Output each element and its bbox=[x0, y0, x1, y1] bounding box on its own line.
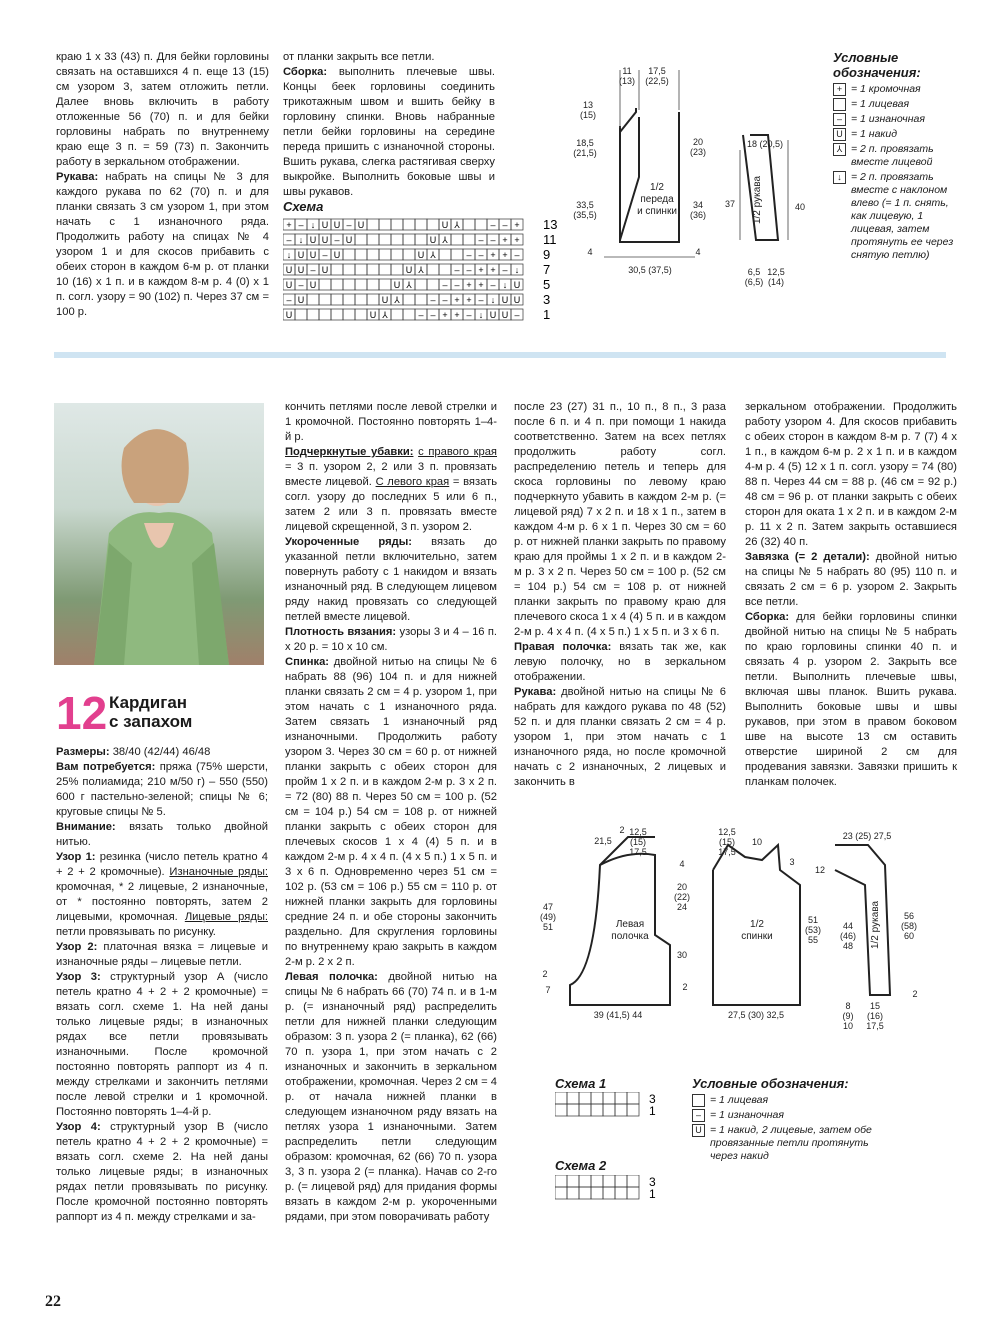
tie-label: Завязка (= 2 детали): bbox=[745, 551, 870, 563]
svg-text:–: – bbox=[298, 220, 304, 230]
article-column-2: кончить петлями после левой стрелки и 1 кромочной. Постоянно повторять 1–4-й р. Подчеркнутые убавки: с правого края = 3 п. узором 2, 2 или 3 п. провязать вместе лицевой. С левого края = вязать согл. узору до последних 5 или 6 п., затем 2 или 3 п. провязать вместе лицевой скрещенной, 3 п. узором 2. Укороченные ряды: вязать до указанной петли включительно, затем повернуть работу с 1 накидом и вязать изнаночный ряд. В следующем лицевом ряду накид провязать со следующей петлей вместе лицевой. Плотность вязания: узоры 3 и 4 – 16 п. х 20 р. = 10 х 10 см. Спинка: двойной нитью на спицы № 6 набрать 88 (96) 104 п. и для нижней планки связать 2 см = 4 р. узором 1, при этом начать с 1 изнаночного ряда. Затем связать 1 изнаночный ряд изнаночными. Продолжить работу узором 3. Через 30 см = 60 р. от нижней планки закрыть с обеих сторон для пройм 1 х 2 п. и в каждом 2-м р. 3 х 2 п. = 72 (80) 88 п. Через 50 см = 100 р. (52 см = 104 р.) 54 см = 108 р. от нижней планки закрыть с обеих сторон для плечевых скосов 1 х 4 (4) 5 п. и в каждом 2-м р. 4 х 4 п. (4 х 5 п.) 1 х 5 п. и 3 х 6 п. Одновременно через 51 см = 102 р. (53 см = 106 р.) 55 см = 110 р. от нижней планки закрыть для горловины средние 24 п. и обе стороны закончить раздельно. Для скругления горловины по внутреннему краю закрыть в каждом 2-м р. 2 х 2 п. Левая полочка: двойной нитью на спицы № 6 набрать 66 (70) 74 п. и в 1-м р. (= изнаночный ряд) распределить петли для нижней планки следующим образом: 3 п. узора 2 (= планка), 62 (66) 70 п. узора 1, при этом начать с 2 изнаночных и закончить в зеркальном отображении, кромочная. Через 2 см = 4 р. от начала нижней планки в следующем изнаночном ряду вязать на петлях узора 1 изнаночными. Затем распределить петли следующим образом: кромочная, 62 (66) 70 п. узора 3, 3 п. узора 2 (= планка). Начав со 2-го р. (= лицевой ряд) для придания формы вязать в каждом 2-м р. укороченными рядами, при этом поворачивать работу bbox=[285, 401, 498, 1223]
svg-text:⅄: ⅄ bbox=[382, 310, 388, 320]
dim: 37 bbox=[724, 199, 736, 209]
legend-text: = 1 лицевая bbox=[710, 1094, 769, 1106]
svg-text:–: – bbox=[454, 265, 460, 275]
schema-heading: Схема bbox=[283, 199, 324, 214]
svg-text:–: – bbox=[418, 310, 424, 320]
svg-text:39 (41,5) 44: 39 (41,5) 44 bbox=[593, 1010, 643, 1020]
density-label: Плотность вязания: bbox=[285, 626, 397, 638]
legend-symbol-icon: ↓ bbox=[833, 171, 846, 184]
dim: 40 bbox=[794, 202, 806, 212]
pattern4-label: Узор 4: bbox=[56, 1121, 101, 1133]
svg-text:–: – bbox=[322, 250, 328, 260]
svg-text:(22): (22) bbox=[673, 892, 691, 902]
legend-item bbox=[833, 171, 958, 262]
svg-text:+: + bbox=[466, 280, 472, 290]
svg-text:3: 3 bbox=[789, 857, 795, 867]
svg-text:U: U bbox=[513, 295, 521, 305]
front-label: переда bbox=[640, 194, 674, 205]
pattern3-label: Узор 3: bbox=[56, 971, 101, 983]
back-label: Спинка: bbox=[285, 656, 330, 668]
svg-text:7: 7 bbox=[545, 985, 551, 995]
svg-text:U: U bbox=[309, 235, 317, 245]
svg-text:(15): (15) bbox=[629, 837, 647, 847]
svg-text:–: – bbox=[466, 250, 472, 260]
svg-text:–: – bbox=[466, 310, 472, 320]
svg-text:U: U bbox=[357, 220, 365, 230]
svg-text:–: – bbox=[514, 250, 520, 260]
legend-item bbox=[833, 143, 958, 169]
article-title-block bbox=[56, 687, 193, 739]
svg-text:+: + bbox=[478, 280, 484, 290]
svg-text:U: U bbox=[321, 265, 329, 275]
legend-text: = 1 лицевая bbox=[851, 98, 910, 110]
svg-text:51: 51 bbox=[542, 922, 554, 932]
schema2-title: Схема 2 bbox=[555, 1158, 607, 1173]
svg-text:U: U bbox=[321, 220, 329, 230]
row-number: 1 bbox=[649, 1187, 656, 1201]
svg-text:↓: ↓ bbox=[298, 235, 304, 245]
row-number: 5 bbox=[543, 277, 551, 292]
schema1-title: Схема 1 bbox=[555, 1076, 607, 1091]
svg-text:2: 2 bbox=[542, 969, 548, 979]
row-number: 1 bbox=[543, 307, 551, 322]
need: пряжа (75% шерсти, 25% полиамида; 210 м/50 г) – 550 (550) 600 г пастельно-зеленой; спицы № 6; круговые спицы № 5. bbox=[56, 761, 269, 818]
svg-text:+: + bbox=[502, 235, 508, 245]
svg-text:12,5: 12,5 bbox=[718, 827, 736, 837]
svg-text:+: + bbox=[514, 220, 520, 230]
svg-text:–: – bbox=[478, 235, 484, 245]
bottom-legend bbox=[692, 1076, 892, 1165]
svg-text:U: U bbox=[285, 280, 293, 290]
row-number: 1 bbox=[649, 1104, 656, 1118]
svg-text:2: 2 bbox=[619, 825, 625, 835]
back-piece-label: спинки bbox=[741, 931, 773, 942]
svg-text:–: – bbox=[286, 295, 292, 305]
svg-text:–: – bbox=[490, 220, 496, 230]
legend-text: = 1 накид, 2 лицевые, затем обе провязанные петли протянуть через накид bbox=[710, 1124, 872, 1162]
pattern1-label: Узор 1: bbox=[56, 851, 96, 863]
legend-symbol-icon bbox=[692, 1094, 705, 1107]
svg-text:U: U bbox=[297, 250, 305, 260]
legend-text: = 1 изнаночная bbox=[851, 113, 925, 125]
svg-text:(58): (58) bbox=[900, 921, 918, 931]
svg-text:24: 24 bbox=[676, 902, 688, 912]
dim: 6,5 bbox=[747, 267, 761, 277]
svg-text:U: U bbox=[381, 295, 389, 305]
legend-item bbox=[833, 98, 958, 111]
short-rows-label: Укороченные ряды: bbox=[285, 536, 412, 548]
svg-text:20: 20 bbox=[676, 882, 688, 892]
assembly-text: выполнить плечевые швы. Концы беек горловины соединить трикотажным швом и вшить бейку в горловину спинки. Вновь набранные петли бейки горловины на середине переда пришить с изнаночной стороны. Вшить рукава, слегка растягивая сверху выкройке. Выполнить боковые швы и швы рукавов. bbox=[283, 66, 495, 198]
svg-text:2: 2 bbox=[682, 982, 688, 992]
svg-text:47: 47 bbox=[542, 902, 554, 912]
dim: 30,5 (37,5) bbox=[628, 265, 672, 275]
svg-text:↓: ↓ bbox=[514, 265, 520, 275]
schema1-grid bbox=[555, 1092, 665, 1132]
legend-item bbox=[692, 1094, 892, 1107]
svg-text:↓: ↓ bbox=[310, 220, 316, 230]
svg-text:⅄: ⅄ bbox=[442, 235, 448, 245]
legend2-title: Условные обозначения: bbox=[692, 1076, 849, 1091]
svg-text:44: 44 bbox=[842, 921, 854, 931]
legend-text: = 1 кромочная bbox=[851, 83, 921, 95]
top-col1-text: краю 1 х 33 (43) п. Для бейки горловины связать на оставшихся 4 п. еще 13 (15) см узором 3, затем отложить петли. Далее вновь включить в работу отложенные 56 (70) п. и для бейки горловины набрать по внутреннему краю еще 3 п. = 59 (73) п. Закончить работу в зеркальном отображении. bbox=[56, 51, 269, 168]
need-label: Вам потребуется: bbox=[56, 761, 156, 773]
row-number: 11 bbox=[543, 232, 557, 247]
legend-item bbox=[833, 83, 958, 96]
svg-text:(15): (15) bbox=[718, 837, 736, 847]
left-front-piece-label: полочка bbox=[611, 931, 649, 942]
article-title: Кардиган с запахом bbox=[109, 693, 193, 731]
svg-text:23 (25) 27,5: 23 (25) 27,5 bbox=[842, 831, 892, 841]
svg-text:(9): (9) bbox=[842, 1011, 854, 1021]
svg-text:–: – bbox=[514, 310, 520, 320]
sleeve-piece-label: 1/2 рукава bbox=[870, 900, 881, 950]
sleeves-label: Рукава: bbox=[514, 686, 557, 698]
article-column-1: Размеры: 38/40 (42/44) 46/48 Вам потребуется: пряжа (75% шерсти, 25% полиамида; 210 м/50 г) – 550 (550) 600 г пастельно-зеленой; спицы № 6; круговые спицы № 5. Внимание: вязать только двойной нитью. Узор 1: резинка (число петель кратно 4 + 2 + 2 кромочные). Изнаночные ряды: кромочная, * 2 лицевые, 2 изнаночные, от * постоянно повторять, затем 2 лицевыми, кромочная. Лицевые ряды: петли провязывать по рисунку. Узор 2: платочная вязка = лицевые и изнаночные ряды – лицевые петли. Узор 3: структурный узор А (число петель кратно 4 + 2 + 2 кромочные) = вязать согл. схеме 1. На ней даны только лицевые ряды; в изнаночных рядах все петли провязывать изнаночными. После кромочной постоянно повторять раппорт из 4 п. между стрелками и закончить петлями после левой стрелки и 1 кромочной. Постоянно повторять 1–4-й р. Узор 4: структурный узор В (число петель кратно 4 + 2 + 2 кромочные) = вязать согл. схеме 2. На ней даны только лицевые ряды; в изнаночных рядах петли провязывать по рисунку. После кромочной постоянно повторять раппорт из 4 п. между стрелками и за- bbox=[56, 746, 269, 1223]
svg-text:⅄: ⅄ bbox=[406, 280, 412, 290]
row-number: 9 bbox=[543, 247, 551, 262]
svg-text:60: 60 bbox=[903, 931, 915, 941]
dim: 18,5 bbox=[576, 138, 594, 148]
dim: 20 bbox=[692, 137, 704, 147]
svg-text:2: 2 bbox=[912, 989, 918, 999]
dim: (36) bbox=[689, 210, 707, 220]
dim: (21,5) bbox=[573, 148, 597, 158]
dim: (6,5) bbox=[744, 277, 764, 287]
svg-text:U: U bbox=[285, 310, 293, 320]
legend-text: = 2 п. провязать вместе с наклоном влево (= 1 п. снять, как лицевую, 1 лицевая, затем протянуть ее через снятую петлю) bbox=[851, 171, 954, 261]
svg-text:21,5: 21,5 bbox=[594, 836, 612, 846]
legend-symbol-icon bbox=[833, 98, 846, 111]
sleeve-label: 1/2 рукава bbox=[752, 175, 763, 225]
svg-text:–: – bbox=[478, 295, 484, 305]
svg-text:U: U bbox=[513, 280, 521, 290]
svg-text:U: U bbox=[417, 250, 425, 260]
svg-text:U: U bbox=[501, 310, 509, 320]
svg-text:↓: ↓ bbox=[502, 280, 508, 290]
dim: (15) bbox=[579, 110, 597, 120]
svg-text:U: U bbox=[333, 250, 341, 260]
svg-text:(16): (16) bbox=[866, 1011, 884, 1021]
svg-text:12: 12 bbox=[814, 865, 826, 875]
schema2-grid bbox=[555, 1175, 665, 1215]
svg-text:56: 56 bbox=[903, 911, 915, 921]
article-number: 12 bbox=[56, 687, 108, 739]
svg-text:U: U bbox=[321, 235, 329, 245]
svg-text:U: U bbox=[345, 235, 353, 245]
dim: 11 bbox=[622, 66, 632, 76]
svg-text:51: 51 bbox=[807, 915, 819, 925]
left-front-label: Левая полочка: bbox=[285, 971, 378, 983]
svg-text:12,5: 12,5 bbox=[629, 827, 647, 837]
svg-text:(49): (49) bbox=[539, 912, 557, 922]
svg-text:U: U bbox=[285, 265, 293, 275]
svg-text:–: – bbox=[442, 280, 448, 290]
top-column-2 bbox=[283, 50, 495, 200]
row-number: 3 bbox=[543, 292, 551, 307]
svg-text:10: 10 bbox=[751, 837, 763, 847]
svg-text:17,5: 17,5 bbox=[866, 1021, 884, 1031]
svg-text:55: 55 bbox=[807, 935, 819, 945]
svg-text:+: + bbox=[514, 235, 520, 245]
svg-text:27,5 (30) 32,5: 27,5 (30) 32,5 bbox=[727, 1010, 785, 1020]
dim: 4 bbox=[695, 247, 701, 257]
row-number: 13 bbox=[543, 217, 558, 232]
svg-text:U: U bbox=[309, 250, 317, 260]
svg-text:+: + bbox=[454, 295, 460, 305]
legend-item bbox=[692, 1124, 892, 1163]
svg-text:15: 15 bbox=[869, 1001, 881, 1011]
svg-text:–: – bbox=[430, 295, 436, 305]
top-pattern-diagram bbox=[560, 50, 830, 300]
svg-text:+: + bbox=[454, 310, 460, 320]
top-col2-first: от планки закрыть все петли. bbox=[283, 51, 435, 63]
legend-title: Условные обозначения: bbox=[833, 50, 921, 80]
svg-text:10: 10 bbox=[842, 1021, 854, 1031]
decrease-label: Подчеркнутые убавки: bbox=[285, 446, 414, 458]
svg-text:–: – bbox=[502, 220, 508, 230]
svg-text:(53): (53) bbox=[804, 925, 822, 935]
svg-text:⅄: ⅄ bbox=[454, 220, 460, 230]
legend-symbol-icon: – bbox=[833, 113, 846, 126]
svg-text:U: U bbox=[309, 280, 317, 290]
svg-text:U: U bbox=[441, 220, 449, 230]
svg-text:+: + bbox=[466, 295, 472, 305]
legend-symbol-icon: + bbox=[833, 83, 846, 96]
svg-text:–: – bbox=[442, 295, 448, 305]
assembly2-label: Сборка: bbox=[745, 611, 790, 623]
svg-text:–: – bbox=[430, 310, 436, 320]
cardigan-photo bbox=[54, 403, 264, 665]
legend-symbol-icon: – bbox=[692, 1109, 705, 1122]
dim: 13 bbox=[582, 100, 594, 110]
dim: (14) bbox=[767, 277, 785, 287]
svg-text:U: U bbox=[393, 280, 401, 290]
svg-text:⅄: ⅄ bbox=[418, 265, 424, 275]
svg-text:U: U bbox=[333, 220, 341, 230]
right-front-label: Правая полочка: bbox=[514, 641, 612, 653]
dim: 33,5 bbox=[576, 200, 594, 210]
back-piece-label: 1/2 bbox=[750, 919, 764, 930]
svg-text:↓: ↓ bbox=[286, 250, 292, 260]
svg-text:U: U bbox=[297, 295, 305, 305]
svg-text:↓: ↓ bbox=[478, 310, 484, 320]
section-divider bbox=[54, 352, 946, 358]
assembly-heading: Сборка: bbox=[283, 66, 328, 78]
dim: (22,5) bbox=[645, 76, 669, 86]
svg-text:–: – bbox=[346, 220, 352, 230]
attention-label: Внимание: bbox=[56, 821, 116, 833]
svg-text:⅄: ⅄ bbox=[394, 295, 400, 305]
page-number: 22 bbox=[45, 1293, 61, 1310]
svg-text:U: U bbox=[369, 310, 377, 320]
dim: (35,5) bbox=[573, 210, 597, 220]
legend-text: = 1 накид bbox=[851, 128, 898, 140]
front-label: и спинки bbox=[637, 206, 677, 217]
row-number: 3 bbox=[649, 1092, 656, 1106]
svg-text:+: + bbox=[442, 310, 448, 320]
dim: 17,5 bbox=[648, 66, 666, 76]
svg-text:–: – bbox=[298, 280, 304, 290]
svg-text:U: U bbox=[429, 235, 437, 245]
svg-text:17,5: 17,5 bbox=[629, 847, 647, 857]
left-front-piece-label: Левая bbox=[615, 919, 645, 930]
dim: 18 (20,5) bbox=[746, 139, 784, 149]
svg-text:+: + bbox=[502, 250, 508, 260]
svg-text:(46): (46) bbox=[839, 931, 857, 941]
svg-text:–: – bbox=[478, 250, 484, 260]
svg-text:30: 30 bbox=[676, 950, 688, 960]
legend-text: = 1 изнаночная bbox=[710, 1109, 784, 1121]
row-number: 3 bbox=[649, 1175, 656, 1189]
svg-text:–: – bbox=[286, 235, 292, 245]
top-column-1 bbox=[56, 50, 269, 320]
article-column-4: зеркальном отображении. Продолжить работу узором 4. Для скосов прибавить с обеих сторон в каждом 8-м р. 7 (7) 4 х 1 п., в каждом 6-м р. 2 х 1 п. и в каждом 4-м р. 4 (5) 12 х 1 п. согл. узору = 74 (80) 88 п. Через 44 см = 88 р. (46 см = 92 р.) 48 см = 96 р. от планки закрыть с обеих сторон для оката 1 х 2 п. и в каждом 2-м р. 11 х 2 п. Затем закрыть оставшиеся 26 (32) 40 п. Завязка (= 2 детали): двойной нитью на спицы № 5 набрать 80 (95) 110 п. и связать 2 см = 6 р. узором 2. Закрыть все петли. Сборка: для бейки горловины спинки двойной нитью на спицы № 5 набрать по краю горловины спинки 40 п. и связать 4 р. узором 2. Закрыть все петли. Выполнить плечевые швы, включая швы планок. Вшить рукава. Выполнить боковые швы и швы рукавов, при этом в правом боковом шве на высоте 13 см оставить отверстие шириной 2 см для продевания завязки. Завязки пришить к планкам полочек. bbox=[745, 401, 958, 788]
svg-text:–: – bbox=[310, 265, 316, 275]
svg-text:⅄: ⅄ bbox=[430, 250, 436, 260]
article-column-3: после 23 (27) 31 п., 10 п., 8 п., 3 раза после 6 п. и 4 п. при помощи 1 накида соответственно. Затем на всех петлях продолжить работу согл. распределению петель и теперь для скоса горловины по левому краю подчеркнуто убавить в каждом 2-м р. (= лицевой ряд) 7 х 2 п. и 18 х 1 п., затем в каждом 4-м р. 6 х 1 п. Через 30 см = 60 р. от нижней планки закрыть по правому краю для проймы 1 х 2 п. и в каждом 2-м р. 3 х 2 п. Через 50 см = 100 р. (52 см = 104 р.) 54 см = 108 р. от нижней планки закрыть по правому краю для плечевого скоса 1 х 4 (4) 5 п. и в каждом 2-м р. 4 х 4 п. (4 х 5 п.) 1 х 5 п. и 3 х 6 п. Правая полочка: вязать так же, как левую полочку, но в зеркальном отображении. Рукава: двойной нитью на спицы № 6 набрать для каждого рукава по 48 (52) 52 п. и для планки связать 2 см = 4 р. узором 1, при этом начать с 1 изнаночного ряда, но после кромочной начать с 2 изнаночных, 2 лицевых и закончить в bbox=[514, 401, 726, 788]
sizes: 38/40 (42/44) 46/48 bbox=[112, 746, 211, 758]
svg-text:17,5: 17,5 bbox=[718, 847, 736, 857]
svg-text:48: 48 bbox=[842, 941, 854, 951]
legend-item bbox=[692, 1109, 892, 1122]
legend-symbol-icon: U bbox=[833, 128, 846, 141]
svg-text:U: U bbox=[489, 310, 497, 320]
attention: вязать только двойной нитью. bbox=[56, 821, 268, 848]
svg-text:–: – bbox=[334, 235, 340, 245]
svg-text:U: U bbox=[405, 265, 413, 275]
svg-text:+: + bbox=[490, 250, 496, 260]
svg-text:–: – bbox=[454, 280, 460, 290]
svg-text:U: U bbox=[501, 295, 509, 305]
sleeve-heading: Рукава: bbox=[56, 171, 99, 183]
sizes-label: Размеры: bbox=[56, 746, 110, 758]
schema-grid bbox=[283, 215, 558, 340]
bottom-pattern-diagram bbox=[530, 825, 930, 1035]
dim: (23) bbox=[689, 147, 707, 157]
legend-item bbox=[833, 113, 958, 126]
svg-text:4: 4 bbox=[679, 859, 685, 869]
svg-text:↓: ↓ bbox=[490, 295, 496, 305]
dim: 34 bbox=[692, 200, 704, 210]
row-number: 7 bbox=[543, 262, 551, 277]
legend-text: = 2 п. провязать вместе лицевой bbox=[851, 143, 934, 168]
legend-symbol-icon: U bbox=[692, 1124, 705, 1137]
svg-text:+: + bbox=[286, 220, 292, 230]
svg-text:–: – bbox=[490, 280, 496, 290]
svg-text:8: 8 bbox=[845, 1001, 851, 1011]
svg-text:–: – bbox=[502, 265, 508, 275]
svg-text:+: + bbox=[490, 265, 496, 275]
svg-text:+: + bbox=[478, 265, 484, 275]
legend-symbol-icon: ⅄ bbox=[833, 143, 846, 156]
legend-item bbox=[833, 128, 958, 141]
svg-text:–: – bbox=[490, 235, 496, 245]
dim: 12,5 bbox=[767, 267, 785, 277]
sleeve-text: набрать на спицы № 3 для каждого рукава по 62 (70) п. и для планки связать 3 см узором 1, при этом начать с 1 изнаночного ряда. Продолжить работу на спицах № 4 узором 1 и для скосов прибавить с обеих сторон в каждом 6-м р. от планки 10 (16) х 1 п. и в каждом 8-м р. 4 (0) х 1 п. согл. узору = 90 (102) п. Через 37 см = 100 р. bbox=[56, 171, 269, 318]
pattern2-label: Узор 2: bbox=[56, 941, 98, 953]
svg-text:U: U bbox=[297, 265, 305, 275]
dim: (13) bbox=[618, 76, 636, 86]
front-label: 1/2 bbox=[650, 182, 664, 193]
dim: 4 bbox=[587, 247, 593, 257]
top-legend bbox=[833, 50, 958, 264]
svg-text:–: – bbox=[466, 265, 472, 275]
